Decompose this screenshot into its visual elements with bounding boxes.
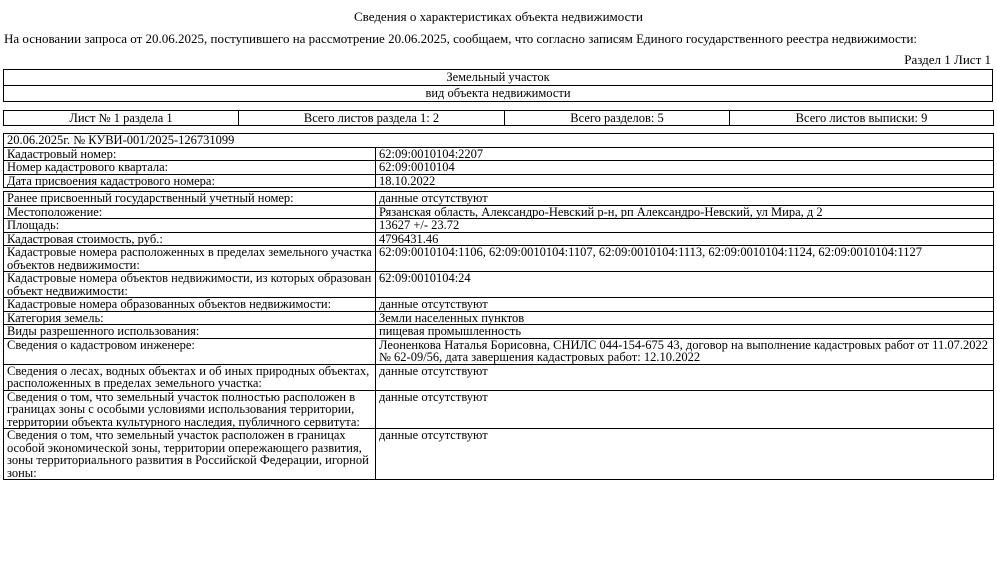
table-row [4,364,994,390]
sheets-table [3,110,994,126]
table-row [4,161,994,175]
row-value: данные отсутствуют [376,390,994,429]
table-row [4,338,994,364]
table-row [4,232,994,246]
table-row [4,311,994,325]
document-title: Сведения о характеристиках объекта недвижимости [353,9,644,24]
table-row [4,192,994,206]
total-sheets-count: Всего листов выписки: 9 [730,111,994,126]
row-value: Рязанская область, Александро-Невский р-н, рп Александро-Невский, ул Мира, д 2 [376,205,994,219]
object-type-table [3,69,993,102]
row-label: Кадастровые номера объектов недвижимости, из которых образован объект недвижимости: [4,272,376,298]
row-label: Кадастровые номера расположенных в пределах земельного участка объектов недвижимости: [4,246,376,272]
table-row [4,174,994,188]
row-label: Категория земель: [4,311,376,325]
table-row [4,272,994,298]
row-value: 62:09:0010104:24 [376,272,994,298]
table-row [4,298,994,312]
row-value: данные отсутствуют [376,364,994,390]
row-label: Сведения о лесах, водных объектах и об иных природных объектах, расположенных в пределах земельного участка: [4,364,376,390]
table-row [4,147,994,161]
row-value: 62:09:0010104:2207 [376,147,994,161]
row-value: данные отсутствуют [376,192,994,206]
row-value: данные отсутствуют [376,429,994,480]
row-label: Виды разрешенного использования: [4,325,376,339]
row-value: 13627 +/- 23.72 [376,219,994,233]
row-value: данные отсутствуют [376,298,994,312]
row-value: Земли населенных пунктов [376,311,994,325]
row-label: Площадь: [4,219,376,233]
table-row [4,429,994,480]
section-sheet-label: Раздел 1 Лист 1 [904,52,991,67]
table-row [4,246,994,272]
row-label: Кадастровый номер: [4,147,376,161]
record-id: 20.06.2025г. № КУВИ-001/2025-126731099 [4,134,994,148]
row-value: 62:09:0010104:1106, 62:09:0010104:1107, 62:09:0010104:1113, 62:09:0010104:1124, 62:09:0010104:1127 [376,246,994,272]
row-value: Леоненкова Наталья Борисовна, СНИЛС 044-154-675 43, договор на выполнение кадастровых работ от 11.07.2022 № 62-09/56, дата завершения кадастровых работ: 12.10.2022 [376,338,994,364]
row-label: Сведения о том, что земельный участок полностью расположен в границах зоны с особыми условиями использования территории, территории объекта культурного наследия, публичного сервитута: [4,390,376,429]
section-sheets-count: Всего листов раздела 1: 2 [239,111,505,126]
row-label: Дата присвоения кадастрового номера: [4,174,376,188]
object-type: Земельный участок [4,70,993,86]
table-row [4,205,994,219]
characteristics-table [3,133,994,480]
table-row [4,390,994,429]
row-label: Номер кадастрового квартала: [4,161,376,175]
row-label: Сведения о кадастровом инженере: [4,338,376,364]
row-label: Сведения о том, что земельный участок расположен в границах особой экономической зоны, территории опережающего развития, зоны территориального развития в Российской Федерации, игорной зоны: [4,429,376,480]
row-value: 18.10.2022 [376,174,994,188]
row-label: Ранее присвоенный государственный учетный номер: [4,192,376,206]
row-value: пищевая промышленность [376,325,994,339]
row-value: 4796431.46 [376,232,994,246]
intro-text: На основании запроса от 20.06.2025, поступившего на рассмотрение 20.06.2025, сообщаем, что согласно записям Единого государственного реестра недвижимости: [4,31,918,46]
sections-count: Всего разделов: 5 [505,111,730,126]
row-label: Местоположение: [4,205,376,219]
table-row [4,325,994,339]
table-row [4,219,994,233]
row-label: Кадастровые номера образованных объектов недвижимости: [4,298,376,312]
object-type-caption: вид объекта недвижимости [4,86,993,102]
sheet-number: Лист № 1 раздела 1 [4,111,239,126]
row-label: Кадастровая стоимость, руб.: [4,232,376,246]
row-value: 62:09:0010104 [376,161,994,175]
